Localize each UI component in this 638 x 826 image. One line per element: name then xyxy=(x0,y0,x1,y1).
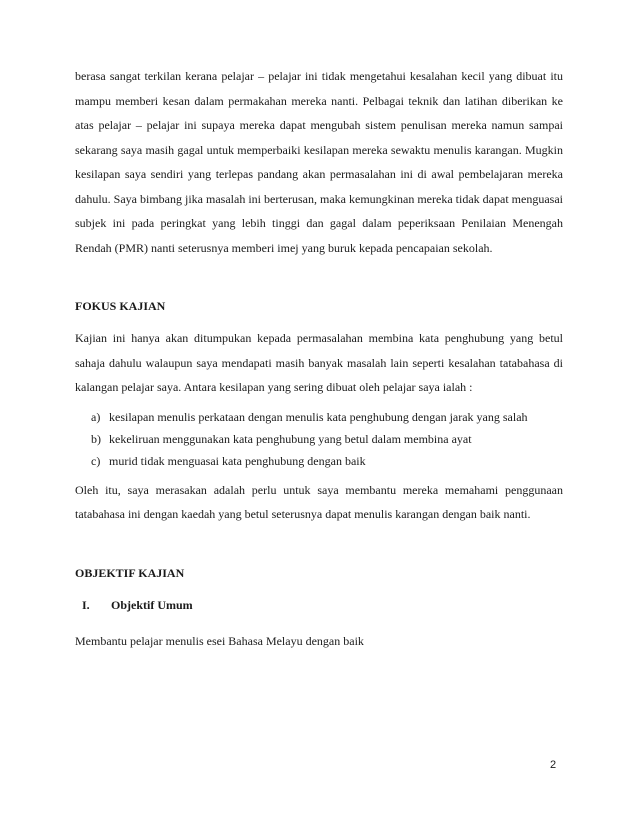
subheading-title: Objektif Umum xyxy=(111,597,193,612)
objektif-kajian-heading: OBJEKTIF KAJIAN xyxy=(75,565,185,580)
subheading-number: I. xyxy=(82,597,90,612)
objektif-umum-paragraph: Membantu pelajar menulis esei Bahasa Melayu dengan baik xyxy=(75,633,364,648)
list-item-text: kekeliruan menggunakan kata penghubung yang betul dalam membina ayat xyxy=(109,431,472,446)
fokus-kajian-paragraph: Kajian ini hanya akan ditumpukan kepada permasalahan membina kata penghubung yang betul sahaja dahulu walaupun saya mendapati masih banyak masalah lain seperti kesalahan tatabahasa di kalangan pelajar saya. Antara kesilapan yang sering dibuat oleh pelajar saya ialah : xyxy=(75,331,563,394)
list-item-text: murid tidak menguasai kata penghubung dengan baik xyxy=(109,453,366,468)
list-item xyxy=(91,428,563,450)
list-marker: b) xyxy=(91,431,101,446)
list-marker: a) xyxy=(91,409,101,424)
intro-paragraph: berasa sangat terkilan kerana pelajar – pelajar ini tidak mengetahui kesalahan kecil yang dibuat itu mampu memberi kesan dalam permakahan mereka nanti. Pelbagai teknik dan latihan diberikan ke atas pelajar – pelajar ini supaya mereka dapat mengubah sistem penulisan mereka namun sampai sekarang saya masih gagal untuk memperbaiki kesilapan mereka sewaktu menulis karangan. Mugkin kesilapan saya sendiri yang terlepas pandang akan permasalahan ini di awal pembelajaran mereka dahulu. Saya bimbang jika masalah ini berterusan, maka kemungkinan mereka tidak dapat menguasai subjek ini pada peringkat yang lebih tinggi dan gagal dalam peperiksaan Penilaian Menengah Rendah (PMR) nanti seterusnya memberi imej yang buruk kepada pencapaian sekolah. xyxy=(75,69,563,255)
list-item-text: kesilapan menulis perkataan dengan menulis kata penghubung dengan jarak yang salah xyxy=(109,409,528,424)
page-content xyxy=(75,64,563,653)
objektif-umum-subheading xyxy=(75,597,563,613)
list-item xyxy=(91,450,563,472)
fokus-closing-paragraph: Oleh itu, saya merasakan adalah perlu untuk saya membantu mereka memahami penggunaan tatabahasa ini dengan kaedah yang betul seterusnya dapat menulis karangan dengan baik nanti. xyxy=(75,482,563,521)
error-list xyxy=(91,406,563,472)
fokus-kajian-heading: FOKUS KAJIAN xyxy=(75,299,166,313)
list-marker: c) xyxy=(91,453,101,468)
page-number: 2 xyxy=(550,759,557,771)
list-item xyxy=(91,406,563,428)
